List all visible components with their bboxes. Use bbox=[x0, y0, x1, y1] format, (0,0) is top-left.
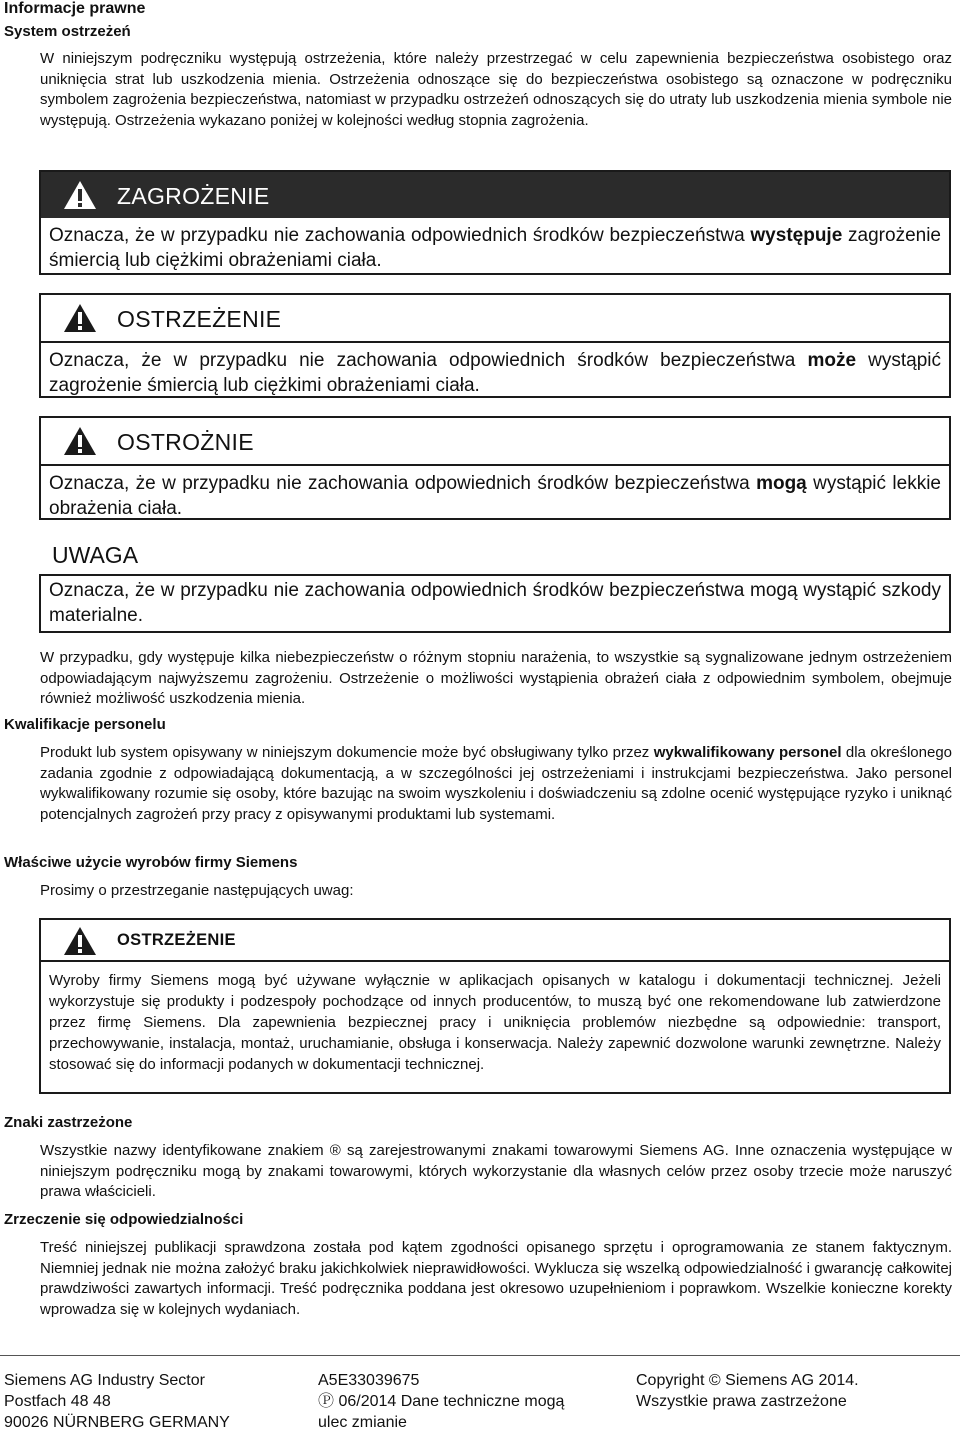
footer-postbox: Postfach 48 48 bbox=[4, 1393, 111, 1410]
footer-edition-2: ulec zmianie bbox=[318, 1414, 407, 1431]
page-title: Informacje prawne bbox=[4, 0, 146, 17]
proper-use-warning bbox=[39, 918, 951, 1094]
proper-use-warning-title: OSTRZEŻENIE bbox=[117, 931, 236, 949]
proper-use-warning-header bbox=[41, 920, 949, 962]
warning-notice-header bbox=[41, 295, 949, 343]
trademarks-text: Wszystkie nazwy identyfikowane znakiem ® są zarejestrowanymi znakami towarowymi Siemens AG. Inne oznaczenia występujące w niniejszym podręczniku mogą by znakami towarowymi, których wykorzystanie dla własnych celów przez osoby trzecie może naruszyć prawa właścicieli. bbox=[40, 1142, 952, 1200]
caution-text: Oznacza, że w przypadku nie zachowania odpowiednich środków bezpieczeństwa mogą wystąpić lekkie obrażenia ciała. bbox=[49, 473, 941, 519]
warning-triangle-icon bbox=[63, 926, 97, 956]
caution-emphasis: mogą bbox=[756, 473, 807, 494]
warning-triangle-icon bbox=[63, 426, 97, 456]
warning-emphasis: może bbox=[807, 350, 857, 371]
caution-notice-header bbox=[41, 418, 949, 466]
section-title-qualified: Kwalifikacje personelu bbox=[4, 716, 166, 733]
caution-title: OSTROŻNIE bbox=[117, 429, 254, 455]
footer-rights: Wszystkie prawa zastrzeżone bbox=[636, 1393, 847, 1410]
footer-doc-number: A5E33039675 bbox=[318, 1372, 420, 1389]
footer-divider bbox=[0, 1355, 960, 1356]
warning-triangle-icon bbox=[63, 180, 97, 210]
warning-triangle-icon bbox=[63, 303, 97, 333]
section-title-proper-use: Właściwe użycie wyrobów firmy Siemens bbox=[4, 854, 298, 871]
proper-use-intro: Prosimy o przestrzeganie następujących uwag: bbox=[40, 882, 354, 899]
footer-address bbox=[4, 1370, 230, 1433]
section-title-warnings: System ostrzeżeń bbox=[4, 23, 131, 40]
qualified-personnel-text: Produkt lub system opisywany w niniejszym dokumencie może być obsługiwany tylko przez wykwalifikowany personel dla określonego zadania zgodnie z odpowiadającą dokumentacją, a w szczególności jej ostrzeżeniami i instrukcjami bezpieczeństwa. Jako personel wykwalifikowany rozumie się osoby, które bazując na swoim wyszkoleniu i doświadczeniu są zdolne ocenić występujące ryzyko i uniknąć potencjalnych zagrożeń przy pracy z opisywanymi produktami lub systemami. bbox=[40, 744, 953, 823]
notice-title: UWAGA bbox=[52, 542, 139, 568]
danger-text: Oznacza, że w przypadku nie zachowania odpowiednich środków bezpieczeństwa występuje zagrożenie śmiercią lub ciężkimi obrażeniami ciała. bbox=[49, 225, 941, 271]
footer-copyright bbox=[636, 1370, 859, 1412]
danger-title: ZAGROŻENIE bbox=[117, 183, 270, 209]
warning-text: Oznacza, że w przypadku nie zachowania odpowiednich środków bezpieczeństwa może wystąpić zagrożenie śmiercią lub ciężkimi obrażeniami ciała. bbox=[49, 350, 941, 396]
footer-city: 90026 NÜRNBERG GERMANY bbox=[4, 1414, 230, 1431]
disclaimer-text: Treść niniejszej publikacji sprawdzona została pod kątem zgodności opisanego sprzętu i oprogramowania ze stanem faktycznym. Niemniej jednak nie można założyć braku jakichkolwiek nieprawidłowości. Wyklucza się wszelką odpowiedzialność i gwarancję całkowitej prawdziwości zawartych informacji. Treść podręcznika poddana jest okresowo uzupełnieniom i poprawkom. Wszelkie konieczne korekty wprowadza się w kolejnych wydaniach. bbox=[40, 1239, 952, 1318]
danger-notice bbox=[39, 170, 951, 275]
caution-notice bbox=[39, 416, 951, 520]
footer-document-info bbox=[318, 1370, 564, 1433]
warning-title: OSTRZEŻENIE bbox=[117, 306, 282, 332]
warning-notice bbox=[39, 293, 951, 398]
danger-emphasis: występuje bbox=[750, 225, 843, 246]
section-title-disclaimer: Zrzeczenie się odpowiedzialności bbox=[4, 1211, 244, 1228]
notice-box bbox=[39, 538, 951, 633]
notice-text: Oznacza, że w przypadku nie zachowania odpowiednich środków bezpieczeństwa mogą wystąpić szkody materialne. bbox=[49, 580, 941, 626]
footer-copyright-line: Copyright © Siemens AG 2014. bbox=[636, 1372, 859, 1389]
section-title-trademarks: Znaki zastrzeżone bbox=[4, 1114, 133, 1131]
qualified-emphasis: wykwalifikowany personel bbox=[653, 744, 842, 761]
proper-use-warning-text: Wyroby firmy Siemens mogą być używane wyłącznie w aplikacjach opisanych w katalogu i dokumentacji technicznej. Jeżeli wykorzystuje się produkty i podzespoły pochodzące od innych producentów, to muszą być one rekomendowane lub zatwierdzone przez firmę Siemens. Dla zapewnienia bezpiecznej pracy i uniknięcia problemów niezbędne są odpowiednie: transport, przechowywanie, instalacja, montaż, uruchamianie, obsługa i konserwacja. Należy zapewnić dozwolone warunki zewnętrzne. Należy stosować się do informacji podanych w dokumentacji technicznej. bbox=[49, 972, 941, 1073]
danger-notice-header bbox=[41, 172, 949, 218]
warnings-intro: W niniejszym podręczniku występują ostrzeżenia, które należy przestrzegać w celu zapewnienia bezpieczeństwa osobistego oraz uniknięcia strat lub uszkodzenia mienia. Ostrzeżenia odnoszące się do bezpieczeństwa osobistego są oznaczone w podręczniku symbolem zagrożenia bezpieczeństwa, natomiast w przypadku ostrzeżeń odnoszących się do utraty lub uszkodzenia mienia symbole nie występują. Ostrzeżenia wykazano poniżej w kolejności według stopnia zagrożenia. bbox=[40, 50, 952, 129]
footer-company: Siemens AG Industry Sector bbox=[4, 1372, 205, 1389]
multiple-hazards-text: W przypadku, gdy występuje kilka niebezpieczeństw o różnym stopniu narażenia, to wszystkie są sygnalizowane jednym ostrzeżeniem odpowiadającym najwyższemu zagrożeniu. Ostrzeżenie o możliwości wystąpienia obrażeń ciała z odpowiednim symbolem, obejmuje również możliwość uszkodzenia mienia. bbox=[40, 649, 952, 707]
footer-edition: Ⓟ 06/2014 Dane techniczne mogą bbox=[318, 1393, 565, 1410]
